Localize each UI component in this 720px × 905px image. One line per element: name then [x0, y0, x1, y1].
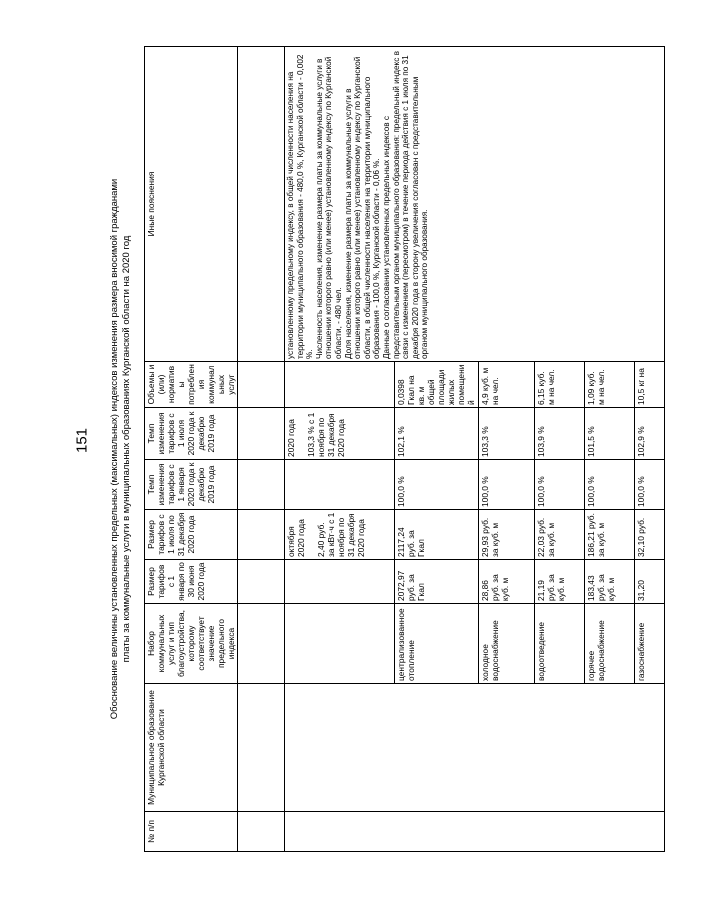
header-num: № п/п — [145, 812, 238, 852]
header-rate-jan: Темп изменения тарифов с 1 января 2020 года к декабрю 2019 года — [145, 460, 238, 510]
row-municipality — [285, 684, 665, 812]
tariff-jan-cell: 2072,97 руб. за Гкал — [395, 560, 479, 604]
tariff-jul-cell: 29,93 руб. за куб. м — [479, 510, 535, 560]
service-cell: централизованное отопление — [395, 604, 479, 684]
rate-jul-cell: 102,9 % — [635, 408, 665, 460]
title-line-2: платы за коммунальные услуги в муниципальных образованиях Курганской области на 2020 год — [121, 235, 132, 663]
tariff-jul-cell: 22,03 руб. за куб. м — [535, 510, 585, 560]
tariff-jan-cell: 183,43 руб. за куб. м — [585, 560, 635, 604]
blank-row — [238, 47, 285, 852]
title-line-1: Обоснование величины установленных предельных (максимальных) индексов изменения размера вносимой гражданами — [109, 178, 120, 720]
rate-jan-cell: 100,0 % — [635, 460, 665, 510]
header-tariff-jan: Размер тарифов с 1 января по 30 июня 2020 года — [145, 560, 238, 604]
header-rate-jul: Темп изменения тарифов с 1 июля 2020 года к декабрю 2019 года — [145, 408, 238, 460]
rate-jan-cell: 100,0 % — [479, 460, 535, 510]
table-row — [285, 47, 395, 852]
tariff-jan-cell: 28,86 руб. за куб. м — [479, 560, 535, 604]
tariff-jan-cell: 31,20 — [635, 560, 665, 604]
service-cell: горячее водоснабжение — [585, 604, 635, 684]
rate-jan-cell: 100,0 % — [395, 460, 479, 510]
rate-jan-cell: 100,0 % — [535, 460, 585, 510]
service-cell — [285, 604, 395, 684]
rotated-page — [108, 46, 720, 852]
notes-cell: установленному предельному индексу, в общей численности населения на территории муниципального образования - 480,0 %, Курганской области - 0,002 %. Численность населения, изменение размера платы за коммунальные услуги в отношении которого равно (или менее) установленному индексу по Курганской области, - 480 чел. Доля населения, изменение размера платы за коммунальные услуги в отношении которого равно (или менее) установленному индексу по Курганской области, в общей численности населения на территории муниципального образования - 100,0 %, Курганской области - 0,06 %. Данные о согласовании установленных предельных индексов с представительным органом муниципального образования: предельный индекс в связи с изменением (пересмотром) в течение периода действия с 1 июля по 31 декабря 2020 года в сторону увеличения согласован с представительным органом муниципального образования. — [285, 47, 665, 362]
volume-cell — [285, 362, 395, 408]
header-row — [145, 47, 238, 852]
header-volumes: Объемы и (или) нормативы потребления коммунальных услуг — [145, 362, 238, 408]
header-notes: Иные пояснения — [145, 47, 238, 362]
volume-cell: 10,5 кг на — [635, 362, 665, 408]
tariff-jan-cell — [285, 560, 395, 604]
tariff-jul-cell: 186,21 руб. за куб. м — [585, 510, 635, 560]
rate-jul-cell: 102,1 % — [395, 408, 479, 460]
service-cell: газоснабжение — [635, 604, 665, 684]
page-number: 151 — [73, 427, 91, 454]
tariff-jul-cell: октября 2020 года 2,40 руб. за кВт·ч с 1 ноября по 31 декабря 2020 года — [285, 510, 395, 560]
tariff-table — [144, 46, 665, 852]
volume-cell: 0,0398 Гкал на кв. м общей площади жилых помещений — [395, 362, 479, 408]
rate-jul-cell: 103,9 % — [535, 408, 585, 460]
volume-cell: 1,09 куб. м на чел. — [585, 362, 635, 408]
table-body — [285, 47, 665, 852]
tariff-jan-cell: 21,19 руб. за куб. м — [535, 560, 585, 604]
rate-jul-cell: 101,5 % — [585, 408, 635, 460]
document-title — [108, 46, 144, 852]
rate-jan-cell: 100,0 % — [585, 460, 635, 510]
rate-jan-cell — [285, 460, 395, 510]
header-tariff-jul: Размер тарифов с 1 июля по 31 декабря 2020 года — [145, 510, 238, 560]
header-services: Набор коммунальных услуг и тип благоустройства, которому соответствует значение предельного индекса — [145, 604, 238, 684]
service-cell: водоотведение — [535, 604, 585, 684]
rate-jul-cell: 2020 года 103,3 % с 1 ноября по 31 декабря 2020 года — [285, 408, 395, 460]
rate-jul-cell: 103,3 % — [479, 408, 535, 460]
tariff-jul-cell: 32,10 руб. — [635, 510, 665, 560]
volume-cell: 4,9 куб. м на чел. — [479, 362, 535, 408]
page-content — [108, 46, 646, 852]
tariff-jul-cell: 2117,24 руб. за Гкал — [395, 510, 479, 560]
row-num — [285, 812, 665, 852]
service-cell: холодное водоснабжение — [479, 604, 535, 684]
volume-cell: 6,15 куб. м на чел. — [535, 362, 585, 408]
header-municipality: Муниципальное образование Курганской области — [145, 684, 238, 812]
